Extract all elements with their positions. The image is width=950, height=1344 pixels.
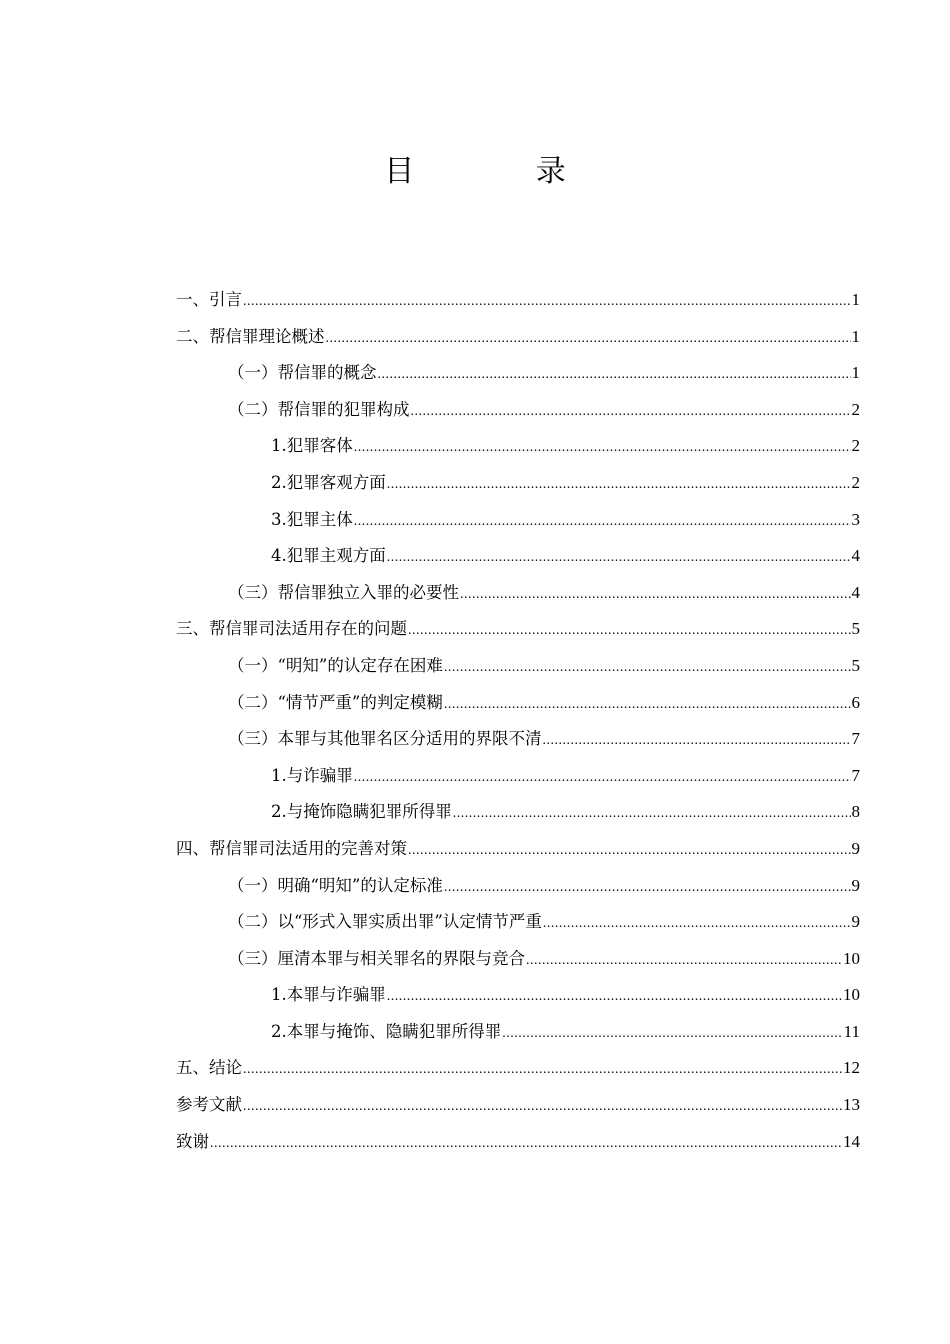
toc-leader-dots: [354, 504, 851, 541]
toc-entry-label: 4.犯罪主观方面: [271, 546, 386, 566]
toc-leader-dots: [444, 687, 851, 724]
toc-entry-page: 8: [851, 802, 860, 822]
toc-entry-label: （三）本罪与其他罪名区分适用的界限不清: [228, 729, 542, 749]
toc-entry-page: 12: [843, 1058, 860, 1078]
toc-entry-label: 3.犯罪主体: [271, 509, 353, 529]
toc-entry-label: 参考文献: [176, 1095, 242, 1115]
toc-entry[interactable]: [176, 758, 860, 795]
toc-entry[interactable]: [176, 648, 860, 685]
toc-entry-label: （三）帮信罪独立入罪的必要性: [228, 582, 459, 602]
toc-entry-page: 13: [843, 1095, 860, 1115]
toc-entry-label: 二、帮信罪理论概述: [176, 326, 325, 346]
toc-entry-label: 四、帮信罪司法适用的完善对策: [176, 838, 407, 858]
toc-leader-dots: [243, 1089, 842, 1126]
toc-leader-dots: [453, 796, 851, 833]
toc-entry[interactable]: [176, 977, 860, 1014]
toc-entry-page: 7: [851, 765, 860, 785]
toc-leader-dots: [526, 943, 842, 980]
toc-leader-dots: [408, 613, 851, 650]
toc-entry-page: 7: [851, 729, 860, 749]
toc-entry-page: 1: [851, 326, 860, 346]
toc-leader-dots: [411, 394, 851, 431]
toc-title: 目 录: [384, 154, 622, 189]
toc-leader-dots: [378, 357, 851, 394]
toc-entry-page: 2: [851, 399, 860, 419]
toc-entry-label: 三、帮信罪司法适用存在的问题: [176, 619, 407, 639]
toc-entry-page: 5: [851, 619, 860, 639]
toc-entry-page: 9: [851, 875, 860, 895]
toc-entry-label: 一、引言: [176, 290, 242, 309]
toc-entry-label: 五、结论: [176, 1058, 242, 1078]
toc-entry-label: （二）“情节严重”的判定模糊: [228, 692, 443, 712]
toc-leader-dots: [326, 321, 851, 358]
toc-leader-dots: [354, 430, 851, 467]
toc-entry[interactable]: [176, 502, 860, 539]
toc-entry[interactable]: [176, 941, 860, 978]
toc-entry-page: 14: [843, 1131, 860, 1151]
toc-entry-page: 10: [843, 985, 860, 1005]
toc-leader-dots: [387, 979, 842, 1016]
toc-entry-page: 10: [843, 948, 860, 968]
toc-entry-page: 1: [851, 363, 860, 383]
toc-entry[interactable]: [176, 685, 860, 722]
toc-entry-page: 4: [851, 582, 860, 602]
toc-entry-label: 1.本罪与诈骗罪: [271, 985, 386, 1005]
toc-entry-label: （三）厘清本罪与相关罪名的界限与竞合: [228, 948, 525, 968]
toc-entry-page: 5: [851, 655, 860, 675]
toc-leader-dots: [444, 650, 851, 687]
toc-entry-label: （二）帮信罪的犯罪构成: [228, 399, 410, 419]
toc-leader-dots: [444, 870, 851, 907]
toc-leader-dots: [210, 1126, 842, 1163]
toc-entry-page: 9: [851, 912, 860, 932]
toc-entry-page: 11: [843, 1021, 860, 1041]
toc-entry-label: 2.犯罪客观方面: [271, 472, 386, 492]
toc-entry[interactable]: [176, 868, 860, 905]
toc-entry-page: 2: [851, 436, 860, 456]
toc-entry[interactable]: [176, 282, 860, 319]
toc-entry[interactable]: [176, 721, 860, 758]
toc-leader-dots: [502, 1016, 842, 1053]
toc-entry[interactable]: [176, 1124, 860, 1161]
toc-entry-page: 6: [851, 692, 860, 712]
toc-entry[interactable]: [176, 1014, 860, 1051]
toc-entry[interactable]: [176, 1050, 860, 1087]
table-of-contents: [176, 282, 860, 1160]
toc-entry-label: 1.与诈骗罪: [271, 765, 353, 785]
toc-entry-page: 9: [851, 838, 860, 858]
toc-entry-page: 1: [851, 290, 860, 309]
toc-entry-page: 3: [851, 509, 860, 529]
toc-entry-page: 2: [851, 472, 860, 492]
toc-entry[interactable]: [176, 428, 860, 465]
toc-leader-dots: [243, 1052, 842, 1089]
toc-entry[interactable]: [176, 538, 860, 575]
toc-leader-dots: [408, 833, 851, 870]
toc-entry[interactable]: [176, 794, 860, 831]
toc-leader-dots: [243, 284, 851, 321]
toc-leader-dots: [543, 723, 851, 760]
toc-entry[interactable]: [176, 355, 860, 392]
toc-entry-label: （一）明确“明知”的认定标准: [228, 875, 443, 895]
toc-entry-label: （二）以“形式入罪实质出罪”认定情节严重: [228, 912, 542, 932]
toc-leader-dots: [543, 906, 851, 943]
toc-entry[interactable]: [176, 319, 860, 356]
toc-entry[interactable]: [176, 575, 860, 612]
toc-entry[interactable]: [176, 392, 860, 429]
toc-leader-dots: [354, 760, 851, 797]
toc-entry-label: 致谢: [176, 1131, 209, 1151]
toc-entry-label: （一）帮信罪的概念: [228, 363, 377, 383]
toc-entry[interactable]: [176, 611, 860, 648]
toc-entry[interactable]: [176, 1087, 860, 1124]
toc-entry-label: 2.与掩饰隐瞒犯罪所得罪: [271, 802, 452, 822]
toc-entry-label: （一）“明知”的认定存在困难: [228, 655, 443, 675]
toc-entry[interactable]: [176, 904, 860, 941]
toc-leader-dots: [387, 467, 851, 504]
toc-entry[interactable]: [176, 465, 860, 502]
toc-entry-label: 2.本罪与掩饰、隐瞒犯罪所得罪: [271, 1021, 502, 1041]
toc-entry[interactable]: [176, 831, 860, 868]
toc-entry-page: 4: [851, 546, 860, 566]
toc-entry-label: 1.犯罪客体: [271, 436, 353, 456]
toc-leader-dots: [387, 540, 851, 577]
toc-leader-dots: [460, 577, 851, 614]
